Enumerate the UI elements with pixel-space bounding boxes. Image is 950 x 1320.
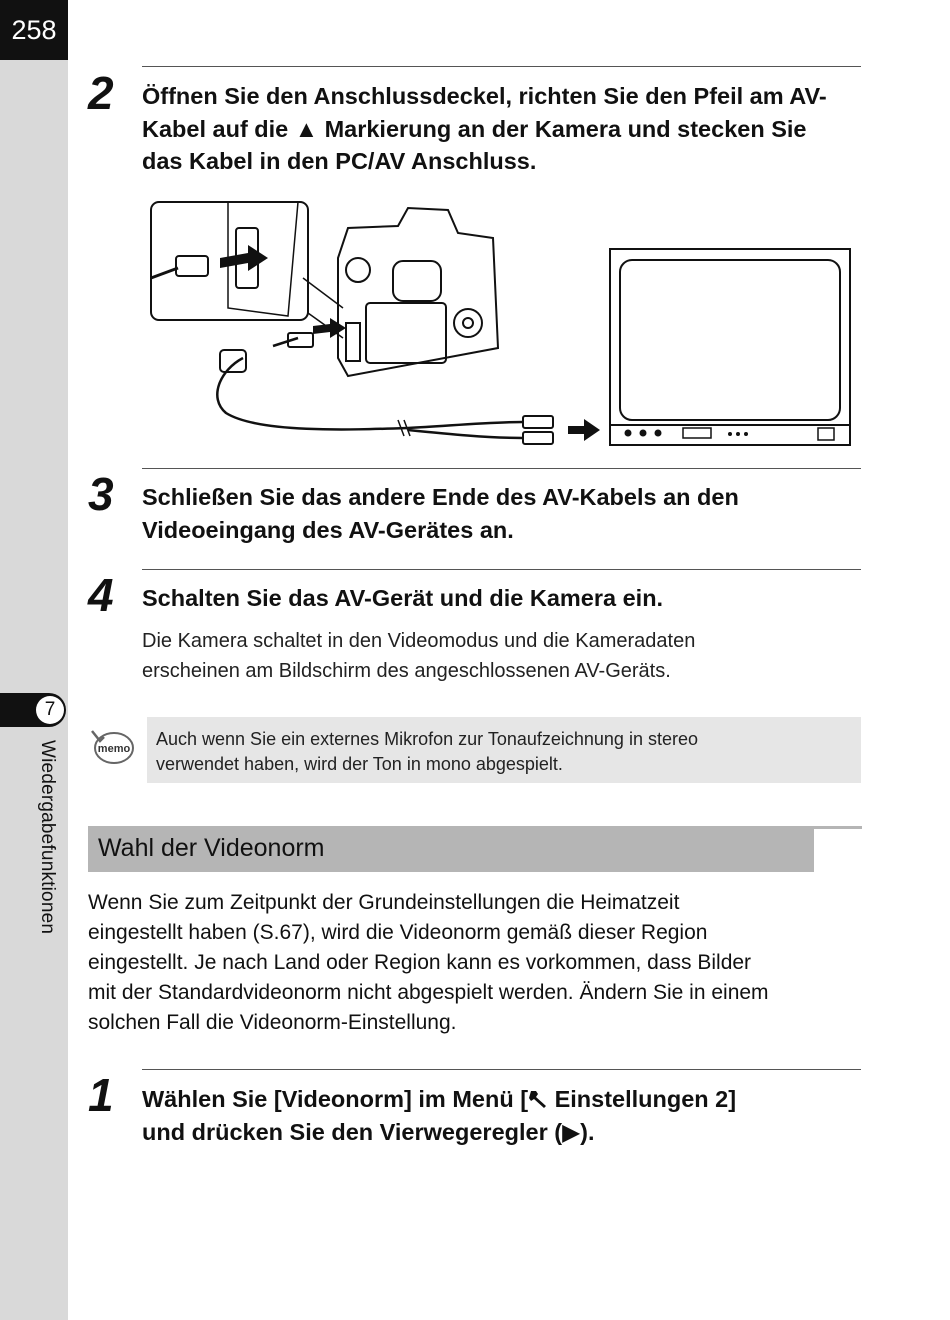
insert-arrow-icon [220, 245, 268, 271]
step-divider [142, 1069, 861, 1070]
memo-line: verwendet haben, wird der Ton in mono abgespielt. [156, 754, 563, 774]
camera-dial [346, 258, 370, 282]
inset-cable [151, 268, 178, 278]
tv-led [728, 432, 732, 436]
step-4-description [142, 627, 862, 686]
chapter-number: 7 [36, 696, 64, 724]
tv-led [744, 432, 748, 436]
camera-four-way-controller [454, 309, 482, 337]
tv-frame [610, 249, 850, 445]
connect-arrow-icon [568, 419, 600, 441]
memo-icon [90, 727, 134, 767]
page-number: 258 [0, 0, 68, 60]
section-title: Wahl der Videonorm [98, 834, 325, 862]
step-1-heading [142, 1083, 867, 1148]
tv-screen [620, 260, 840, 420]
ferrite-core [220, 350, 246, 372]
tv-power-button [818, 428, 834, 440]
step-4-body-line: Die Kamera schaltet in den Videomodus und die Kameradaten [142, 630, 696, 652]
camera-ok-button [463, 318, 473, 328]
step-3-heading [142, 481, 867, 546]
memo-line: Auch wenn Sie ein externes Mikrofon zur Tonaufzeichnung in stereo [156, 729, 698, 749]
camera-port-cover [346, 323, 360, 361]
step-divider [142, 468, 861, 469]
rca-plug-audio [523, 432, 553, 444]
tv-jack [655, 430, 662, 437]
step-1-text: Einstellungen 2] [548, 1086, 737, 1112]
step-2-line: das Kabel in den PC/AV Anschluss. [142, 148, 537, 174]
step-4-heading: Schalten Sie das AV-Gerät und die Kamera ein. [142, 585, 664, 611]
memo-icon-label: memo [97, 743, 131, 755]
wrench-icon [528, 1089, 548, 1109]
section-paragraph-line: eingestellt. Je nach Land oder Region kann es vorkommen, dass Bilder [88, 951, 752, 974]
section-header-line [814, 826, 862, 829]
memo-text [156, 727, 856, 777]
tv-jack [640, 430, 647, 437]
camera-viewfinder [393, 261, 441, 301]
step-3-line: Videoeingang des AV-Gerätes an. [142, 516, 514, 543]
step-divider [142, 569, 861, 570]
step-number: 4 [88, 569, 114, 621]
tv-jack [625, 430, 632, 437]
step-2-heading [142, 80, 867, 178]
chapter-label: Wiedergabefunktionen [37, 740, 58, 935]
camera-body [338, 208, 498, 376]
chapter-sidebar [0, 0, 68, 1320]
camera-av-cable-tv-illustration [148, 198, 854, 450]
section-paragraph-line: eingestellt haben (S.67), wird die Videonorm gemäß dieser Region [88, 921, 708, 944]
step-1-line [142, 1083, 867, 1116]
step-2-line: Öffnen Sie den Anschlussdeckel, richten Sie den Pfeil am AV- [142, 83, 827, 109]
step-divider [142, 66, 861, 67]
step-number: 2 [88, 67, 114, 119]
step-number: 3 [88, 468, 114, 520]
rca-plug-video [523, 416, 553, 428]
step-2-line: Kabel auf die ▲ Markierung an der Kamera und stecken Sie [142, 115, 807, 142]
section-paragraph-line: mit der Standardvideonorm nicht abgespielt werden. Ändern Sie in einem [88, 981, 769, 1004]
tv-led [736, 432, 740, 436]
step-4-body-line: erscheinen am Bildschirm des angeschlossenen AV-Geräts. [142, 659, 671, 682]
av-cable-split [408, 422, 523, 438]
camera-lcd [366, 303, 446, 363]
step-1-text: Wählen Sie [Videonorm] im Menü [ [142, 1086, 529, 1112]
inset-plug [176, 256, 208, 276]
section-paragraph-line: solchen Fall die Videonorm-Einstellung. [88, 1011, 457, 1034]
step-3-line: Schließen Sie das andere Ende des AV-Kabels an den [142, 484, 739, 510]
step-number: 1 [88, 1069, 114, 1121]
step-1-line: und drücken Sie den Vierwegeregler (▶). [142, 1118, 595, 1145]
tv-panel-slot [683, 428, 711, 438]
section-paragraph-line: Wenn Sie zum Zeitpunkt der Grundeinstellungen die Heimatzeit [88, 891, 680, 914]
section-paragraph [88, 888, 878, 1038]
